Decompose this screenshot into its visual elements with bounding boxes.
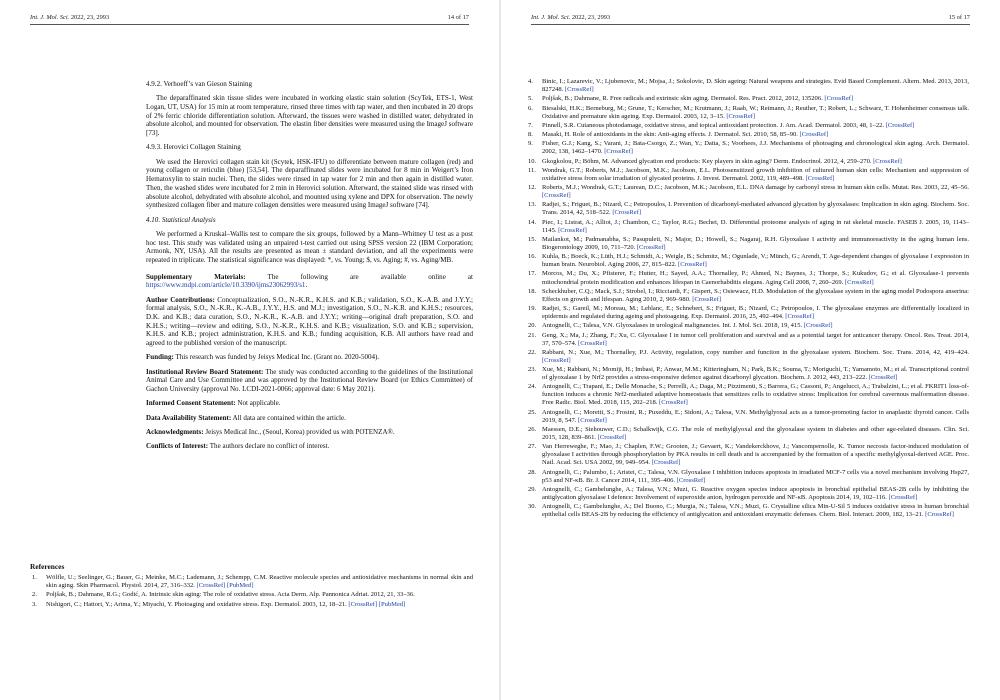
herovici-heading: 4.9.3. Herovici Collagen Staining <box>146 143 241 152</box>
reference-number: 6. <box>528 104 533 112</box>
reference-links[interactable]: [CrossRef] <box>785 313 815 321</box>
reference-links[interactable]: [CrossRef] <box>824 95 854 103</box>
reference-text: Fisher, G.J.; Kang, S.; Varani, J.; Bata-Csorgo, Z.; Wan, Y.; Datta, S.; Voorhees, J.J. Mechanisms of photoaging and chronological skin aging. Arch. Dermatol. 2002, 138, 1462–1470. <box>542 140 969 156</box>
reference-links[interactable]: [CrossRef] <box>676 476 706 484</box>
reference-text: Geng, X.; Ma, J.; Zhang, F.; Xu, C. Glyoxalase I in tumor cell proliferation and survival and as a potential target for anticancer therapy. Oncol. Res. Treat. 2014, 37, 570–574. <box>542 331 969 347</box>
verhoeff-paragraph: The deparaffinated skin tissue slides were incubated in working elastic stain solution (ScyTek, ETS-1, West Logan, UT, USA) for 15 min at room temperature, rinsed three times with tap water, and then incubated in 20 drops of 2% ferric chloride differentiation solution. Afterward, the tissues were washed in distilled water, dehydrated in absolute alcohol, and mounted for observation. The elastin fiber densities were measured using the ImageJ software [73]. <box>146 94 473 138</box>
reference-item <box>526 503 969 519</box>
reference-links[interactable]: [CrossRef] <box>578 416 607 424</box>
references-section <box>30 563 473 610</box>
reference-item <box>526 349 969 365</box>
reference-links[interactable]: [CrossRef] [PubMed] <box>348 600 406 608</box>
reference-item <box>526 270 969 286</box>
herovici-paragraph: We used the Herovici collagen stain kit (Scytek, HSK-IFU) to differentiate between mature collagen (red) and young collagen or reticulin (blue) [53,54]. The deparaffinated slides were incubated for 8 min in Weigert’s Iron Hematoxylin to stain nuclei. Then, the slides were rinsed in tap water for 2 min and then again in distilled water. Then, the washed slides were incubated for 2 min in Herovici solution. Afterward, the stained slide was rinsed with absolute alcohol, dehydrated with absolute alcohol, and mounted using xylene and DPX for observation. The newly synthesized collagen fiber and mature collagen densities were measured using ImageJ software [74]. <box>146 157 473 210</box>
reference-links[interactable]: [CrossRef] <box>604 148 633 156</box>
reference-number: 15. <box>528 235 537 243</box>
reference-number: 14. <box>528 218 537 226</box>
reference-text: Mailankot, M.; Padmanabha, S.; Pasupuleti, N.; Major, D.; Howell, S.; Nagaraj, R.H. Glyoxalase I activity and immunoreactivity in the aging human lens. Biogerontology 2009, 10, 711–720. <box>542 235 969 251</box>
page-header <box>30 14 469 21</box>
author-contributions: Author Contributions: Conceptualization, S.O., N.-K.R., K.H.S. and K.B.; validation, S.O., K.-A.B. and J.Y.Y.; formal analysis, S.O., N.-K.R., K.-A.B., J.Y.Y., H.S. and M.J.; investigation, S.O., N.-K.R. and K.H.S.; resources, D.K. and K.B.; data curation, S.O., N.-K.R., K.-A.B. and J.Y.Y.; writing—original draft preparation, S.O. and K.H.S.; writing—review and editing, S.O., N.-K.R., K.H.S. and K.B.; visualization, S.O. and K.B.; supervision, K.H.S. and K.B.; project administration, K.H.S. and K.B.; funding acquisition, K.B. All authors have read and agreed to the published version of the manuscript. <box>146 295 473 348</box>
verhoeff-heading: 4.9.2. Verhoeff’s van Gieson Staining <box>146 80 253 88</box>
right-page <box>501 0 1000 700</box>
reference-links[interactable]: [CrossRef] <box>873 157 902 165</box>
supplementary-link[interactable]: https://www.mdpi.com/article/10.3390/ijms23062993/s1 <box>146 281 306 290</box>
reference-links[interactable]: [CrossRef] <box>805 174 835 182</box>
reference-number: 19. <box>528 305 537 313</box>
reference-text: Poljšak, B.; Dahmane, R.G.; Godić, A. Intrinsic skin aging: The role of oxidative stress. Acta Derm. Alp. Pannonica Adriat. 2012, 21, 33–36. <box>46 591 415 599</box>
reference-item <box>526 95 969 103</box>
reference-text: Xue, M.; Rabbani, N.; Momiji, H.; Imbasi, P.; Anwar, M.M.; Kitteringham, N.; Park, B.K.; Souma, T.; Moriguchi, T.; Yamamoto, M.; et al. Transcriptional control of glyoxalase 1 by Nrf2 provides a stress-responsive defence against dicarbonyl glycation. Biochem. J. 2012, 443, 213–222. <box>542 366 969 382</box>
reference-number: 11. <box>528 166 536 174</box>
reference-text: Radjei, S.; Gareil, M.; Moreau, M.; Leblanc, E.; Schnebert, S.; Friguet, B.; Nizard, C.; Petropoulos, I. The glyoxalase enzymes are differentially localized in epidermis and regulated during ageing and photoageing. Exp. Dermatol. 2016, 25, 492–494. <box>542 305 969 321</box>
reference-links[interactable]: [CrossRef] <box>558 226 587 234</box>
reference-number: 25. <box>528 408 537 416</box>
reference-links[interactable]: [CrossRef] <box>659 399 688 407</box>
reference-text: Poljšak, B.; Dahmane, R. Free radicals and extrinsic skin aging. Dermatol. Res. Pract. 2012, 2012, 135206. <box>542 95 825 103</box>
reference-text: Radjei, S.; Friguet, B.; Nizard, C.; Petropoulos, I. Prevention of dicarbonyl-mediated advanced glycation by glyoxalases: Implication in skin aging. Biochem. Soc. Trans. 2014, 42, 518–522. <box>542 201 969 217</box>
reference-text: Rabbani, N.; Xue, M.; Thornalley, P.J. Activity, regulation, copy number and function in the glyoxalase system. Biochem. Soc. Trans. 2014, 42, 419–424. <box>542 348 969 356</box>
reference-item <box>30 591 473 599</box>
reference-text: Antognelli, C.; Gambelunghe, A.; Del Buono, C.; Murgia, N.; Talesa, V.N.; Muzi, G. Crystalline silica Min-U-Sil 5 induces oxidative stress in human bronchial epithelial cells BEAS-2B by reducing the efficiency of antiglycation and antioxidant enzymatic defenses. Chem. Biol. Interact. 2009, 182, 13–21. <box>542 503 969 519</box>
acknowledgments: Acknowledgments: Jeisys Medical Inc., (Seoul, Korea) provided us with POTENZA®. <box>146 428 395 437</box>
reference-links[interactable]: [CrossRef] <box>564 86 594 94</box>
reference-number: 3. <box>32 600 37 608</box>
reference-links[interactable]: [CrossRef] <box>799 131 829 139</box>
reference-links[interactable]: [CrossRef] <box>803 322 833 330</box>
left-page <box>0 0 499 700</box>
reference-links[interactable]: [CrossRef] <box>597 434 627 442</box>
references-list <box>526 78 969 520</box>
reference-item <box>526 158 969 166</box>
reference-item <box>526 288 969 304</box>
reference-item <box>526 184 969 200</box>
running-head: Int. J. Mol. Sci. 2022, 23, 2993 <box>30 14 110 21</box>
references-list <box>30 574 473 609</box>
reference-number: 21. <box>528 331 537 339</box>
reference-text: Piec, I.; Listrat, A.; Alliot, J.; Chambon, C.; Taylor, R.G.; Bechet, D. Differential proteome analysis of aging in rat skeletal muscle. FASEB J. 2005, 19, 1143–1145. <box>542 218 969 234</box>
reference-text: Biesalski, H.K.; Berneburg, M.; Grune, T.; Kerscher, M.; Krutmann, J.; Raab, W.; Reimann, J.; Reuther, T.; Robert, L.; Schwarz, T. Hohenheimer consensus talk. Oxidative and premature skin ageing. Exp. Dermatol. 2003, 12, 3–15. <box>542 104 969 120</box>
stats-heading: 4.10. Statistical Analysis <box>146 215 216 224</box>
reference-text: Pinnell, S.R. Cutaneous photodamage, oxidative stress, and topical antioxidant protection. J. Am. Acad. Dermatol. 2003, 48, 1–22. <box>542 121 886 129</box>
references-title: References <box>30 562 65 571</box>
running-head: Int. J. Mol. Sci. 2022, 23, 2993 <box>531 14 611 21</box>
reference-text: Wölfle, U.; Seelinger, G.; Bauer, G.; Meinke, M.C.; Lademann, J.; Schempp, C.M. Reactive molecule species and antioxidative mechanisms in normal skin and skin aging. Skin Pharmacol. Physiol. 2014, 27, 316–332. <box>46 574 473 590</box>
reference-item <box>526 78 969 94</box>
reference-number: 7. <box>528 121 533 129</box>
main-text <box>146 80 473 457</box>
reference-number: 27. <box>528 443 537 451</box>
reference-links[interactable]: [CrossRef] <box>885 121 915 129</box>
reference-item <box>526 131 969 139</box>
reference-text: Binic, I.; Lazarevic, V.; Ljubenovic, M.; Mojsa, J.; Sokolovic, D. Skin ageing: Natural weapons and strategies. Evid Based Complement. Altern. Med. 2013, 2013, 827248. <box>542 78 969 94</box>
reference-text: Antognelli, C.; Trapani, E.; Delle Monache, S.; Perrelli, A.; Daga, M.; Pizzimenti, S.; Barrera, G.; Cassoni, P.; Angelucci, A.; Trabalzini, L.; et al. FKRIT1 loss-of-function induces a chronic Nrf2-mediated adaptive homeostasis that sensitizes cells to oxidative stress: Implication for cerebral cavernous malformation disease. Free Radic. Biol. Med. 2018, 115, 202–218. <box>542 383 969 407</box>
page-header <box>531 14 970 21</box>
header-rule <box>531 24 970 25</box>
reference-links[interactable]: [CrossRef] <box>888 493 918 501</box>
stats-paragraph: We performed a Kruskal–Wallis test to compare the six groups, followed by a Mann–Whitney U test as a post hoc test. This study was validated using an unpaired t-test carried out using SPSS version 22 (IBM Corporation; Armonk, NY, USA). All the results are presented as mean ± standard deviation, and all the experiments were repeated in triplicate. The statistical significance was displayed: *, vs. Young; $, vs. Aging; #, vs. Aging/MB. <box>146 229 473 264</box>
reference-number: 17. <box>528 270 537 278</box>
reference-text: Van Herreweghe, F.; Mao, J.; Chaplen, F.W.; Grooten, J.; Gevaert, K.; Vandekerckhove, J.; Vancompernolle, K. Tumor necrosis factor-induced modulation of glyoxalase I activities through phosphorylation by PKA results in cell death and is accompanied by the formation of a specific methylglyoxal-derived AGE. Proc. Natl. Acad. Sci. USA 2002, 99, 949–954. <box>542 443 969 467</box>
reference-text: Antognelli, C.; Gambelunghe, A.; Talesa, V.N.; Muzi, G. Reactive oxygen species induce apoptosis in bronchial epithelial BEAS-2B cells by inhibiting the antiglycation glyoxalase I defence: Involvement of superoxide anion, hydrogen peroxide and NF-κB. Apoptosis 2014, 19, 102–116. <box>542 485 969 501</box>
reference-number: 22. <box>528 348 537 356</box>
supplementary-statement: Supplementary Materials: The following are available online at https://www.mdpi.com/article/10.3390/ijms23062993/s1. <box>146 272 473 290</box>
reference-links[interactable]: [CrossRef] <box>542 356 571 364</box>
reference-item <box>526 426 969 442</box>
reference-links[interactable]: [CrossRef] <box>651 459 681 467</box>
reference-number: 8. <box>528 131 533 139</box>
reference-number: 16. <box>528 253 537 261</box>
reference-text: Gkogkolou, P.; Böhm, M. Advanced glycation end products: Key players in skin aging? Derm. Endocrinol. 2012, 4, 259–270. <box>542 157 874 165</box>
reference-item <box>526 219 969 235</box>
reference-number: 9. <box>528 140 533 148</box>
conflicts-statement: Conflicts of Interest: The authors declare no conflict of interest. <box>146 442 330 451</box>
reference-item <box>526 443 969 467</box>
reference-links[interactable]: [CrossRef] <box>636 243 666 251</box>
data-availability-statement: Data Availability Statement: All data are contained within the article. <box>146 413 346 422</box>
reference-number: 12. <box>528 184 537 192</box>
reference-number: 20. <box>528 322 537 330</box>
reference-number: 28. <box>528 468 537 476</box>
reference-item <box>526 383 969 407</box>
reference-number: 30. <box>528 503 537 511</box>
reference-text: Kuhla, B.; Boeck, K.; Lüth, H.J.; Schmidt, A.; Weigle, B.; Schmitz, M.; Ogunlade, V.; Münch, G.; Arendt, T. Age-dependent changes of glyoxalase I expression in human brain. Neurobiol. Aging 2006, 27, 815–822. <box>542 253 969 269</box>
reference-number: 29. <box>528 485 537 493</box>
reference-item <box>526 322 969 330</box>
reference-number: 18. <box>528 287 537 295</box>
reference-item <box>30 574 473 590</box>
reference-item <box>526 469 969 485</box>
reference-item <box>526 122 969 130</box>
reference-text: Antognelli, C.; Palumbo, I.; Aristei, C.; Talesa, V.N. Glyoxalase I inhibition induces apoptosis in irradiated MCF-7 cells via a novel mechanism involving Hsp27, p53 and NF-κB. Br. J. Cancer 2014, 111, 395–406. <box>542 468 969 484</box>
reference-text: Scheckhuber, C.Q.; Mack, S.J.; Strobel, I.; Ricciardi, F.; Gispert, S.; Osiewacz, H.D. Modulation of the glyoxalase system in the aging model Podospora anserina: Effects on growth and lifespan. Aging 2010, 2, 969–980. <box>542 287 969 303</box>
reference-text: Nishigori, C.; Hattori, Y.; Arima, Y.; Miyachi, Y. Photoaging and oxidative stress. Exp. Dermatol. 2003, 12, 18–21. <box>46 600 349 608</box>
reference-links[interactable]: [CrossRef] <box>925 511 954 519</box>
reference-text: Maessen, D.E.; Stehouwer, C.D.; Schalkwijk, C.G. The role of methylglyoxal and the glyoxalase system in diabetes and other age-related diseases. Clin. Sci. 2015, 128, 839–861. <box>542 426 969 442</box>
page-number: 14 of 17 <box>447 14 469 21</box>
reference-item <box>526 366 969 382</box>
consent-statement: Informed Consent Statement: Not applicable. <box>146 399 281 408</box>
reference-text: Antognelli, C.; Talesa, V.N. Glyoxalases in urological malignancies. Int. J. Mol. Sci. 2018, 19, 415. <box>542 322 804 330</box>
reference-links[interactable]: [CrossRef] <box>542 192 571 200</box>
reference-links[interactable]: [CrossRef] <box>578 339 607 347</box>
reference-number: 2. <box>32 591 37 599</box>
reference-links[interactable]: [CrossRef] <box>726 112 756 120</box>
funding-statement: Funding: This research was funded by Jeisys Medical Inc. (Grant no. 2020-5004). <box>146 353 380 362</box>
reference-item <box>526 409 969 425</box>
reference-item <box>30 601 473 609</box>
irb-statement: Institutional Review Board Statement: The study was conducted according to the guidelines of the Institutional Animal Care and Use Committee and was approved by the Institutional Review Board (or Ethics Committee) of Gachon University (approval No. LCDI-2021-0066; approval date: 6 May 2021). <box>146 367 473 394</box>
reference-item <box>526 236 969 252</box>
header-rule <box>30 24 469 25</box>
reference-links[interactable]: [CrossRef] <box>678 261 707 269</box>
reference-number: 10. <box>528 157 537 165</box>
reference-number: 24. <box>528 383 537 391</box>
reference-item <box>526 305 969 321</box>
reference-item <box>526 201 969 217</box>
reference-links[interactable]: [CrossRef] <box>612 209 642 217</box>
reference-number: 1. <box>32 574 37 582</box>
reference-links[interactable]: [CrossRef] <box>692 295 721 303</box>
reference-links[interactable]: [CrossRef] <box>844 278 874 286</box>
page-number: 15 of 17 <box>948 14 970 21</box>
reference-text: Wondrak, G.T.; Roberts, M.J.; Jacobson, M.K.; Jacobson, E.L. Photosensitized growth inhibition of cultured human skin cells: Mechanism and suppression of oxidative stress from solar irradiation of glycated proteins. J. Invest. Dermatol. 2002, 119, 489–498. <box>542 166 969 182</box>
reference-number: 5. <box>528 95 533 103</box>
reference-item <box>526 486 969 502</box>
reference-text: Morcos, M.; Du, X.; Pfisterer, F.; Hutter, H.; Sayed, A.A.; Thornalley, P.; Ahmed, N.; Baynes, J.; Thorpe, S.; Kukudov, G.; et al. Glyoxalase-1 prevents mitochondrial protein modification and enhances lifespan in Caenorhabditis elegans. Aging Cell 2008, 7, 260–269. <box>542 270 969 286</box>
reference-item <box>526 332 969 348</box>
reference-item <box>526 140 969 156</box>
reference-text: Roberts, M.J.; Wondrak, G.T.; Laurean, D.C.; Jacobson, M.K.; Jacobson, E.L. DNA damage by carbonyl stress in human skin cells. Mutat. Res. 2003, 22, 45–56. <box>542 184 969 192</box>
reference-links[interactable]: [CrossRef] [PubMed] <box>196 582 254 590</box>
reference-item <box>526 167 969 183</box>
reference-text: Masaki, H. Role of antioxidants in the skin: Anti-aging effects. J. Dermatol. Sci. 2010, 58, 85–90. <box>542 131 800 139</box>
reference-item <box>526 105 969 121</box>
reference-number: 23. <box>528 366 537 374</box>
reference-number: 4. <box>528 78 533 85</box>
reference-number: 13. <box>528 201 537 209</box>
reference-number: 26. <box>528 426 537 433</box>
reference-text: Antognelli, C.; Moretti, S.; Frosini, R.; Puxeddu, E.; Sidoni, A.; Talesa, V.N. Methylglyoxal acts as a tumor-promoting factor in anaplastic thyroid cancer. Cells 2019, 8, 547. <box>542 408 969 424</box>
reference-item <box>526 253 969 269</box>
reference-links[interactable]: [CrossRef] <box>868 374 898 382</box>
